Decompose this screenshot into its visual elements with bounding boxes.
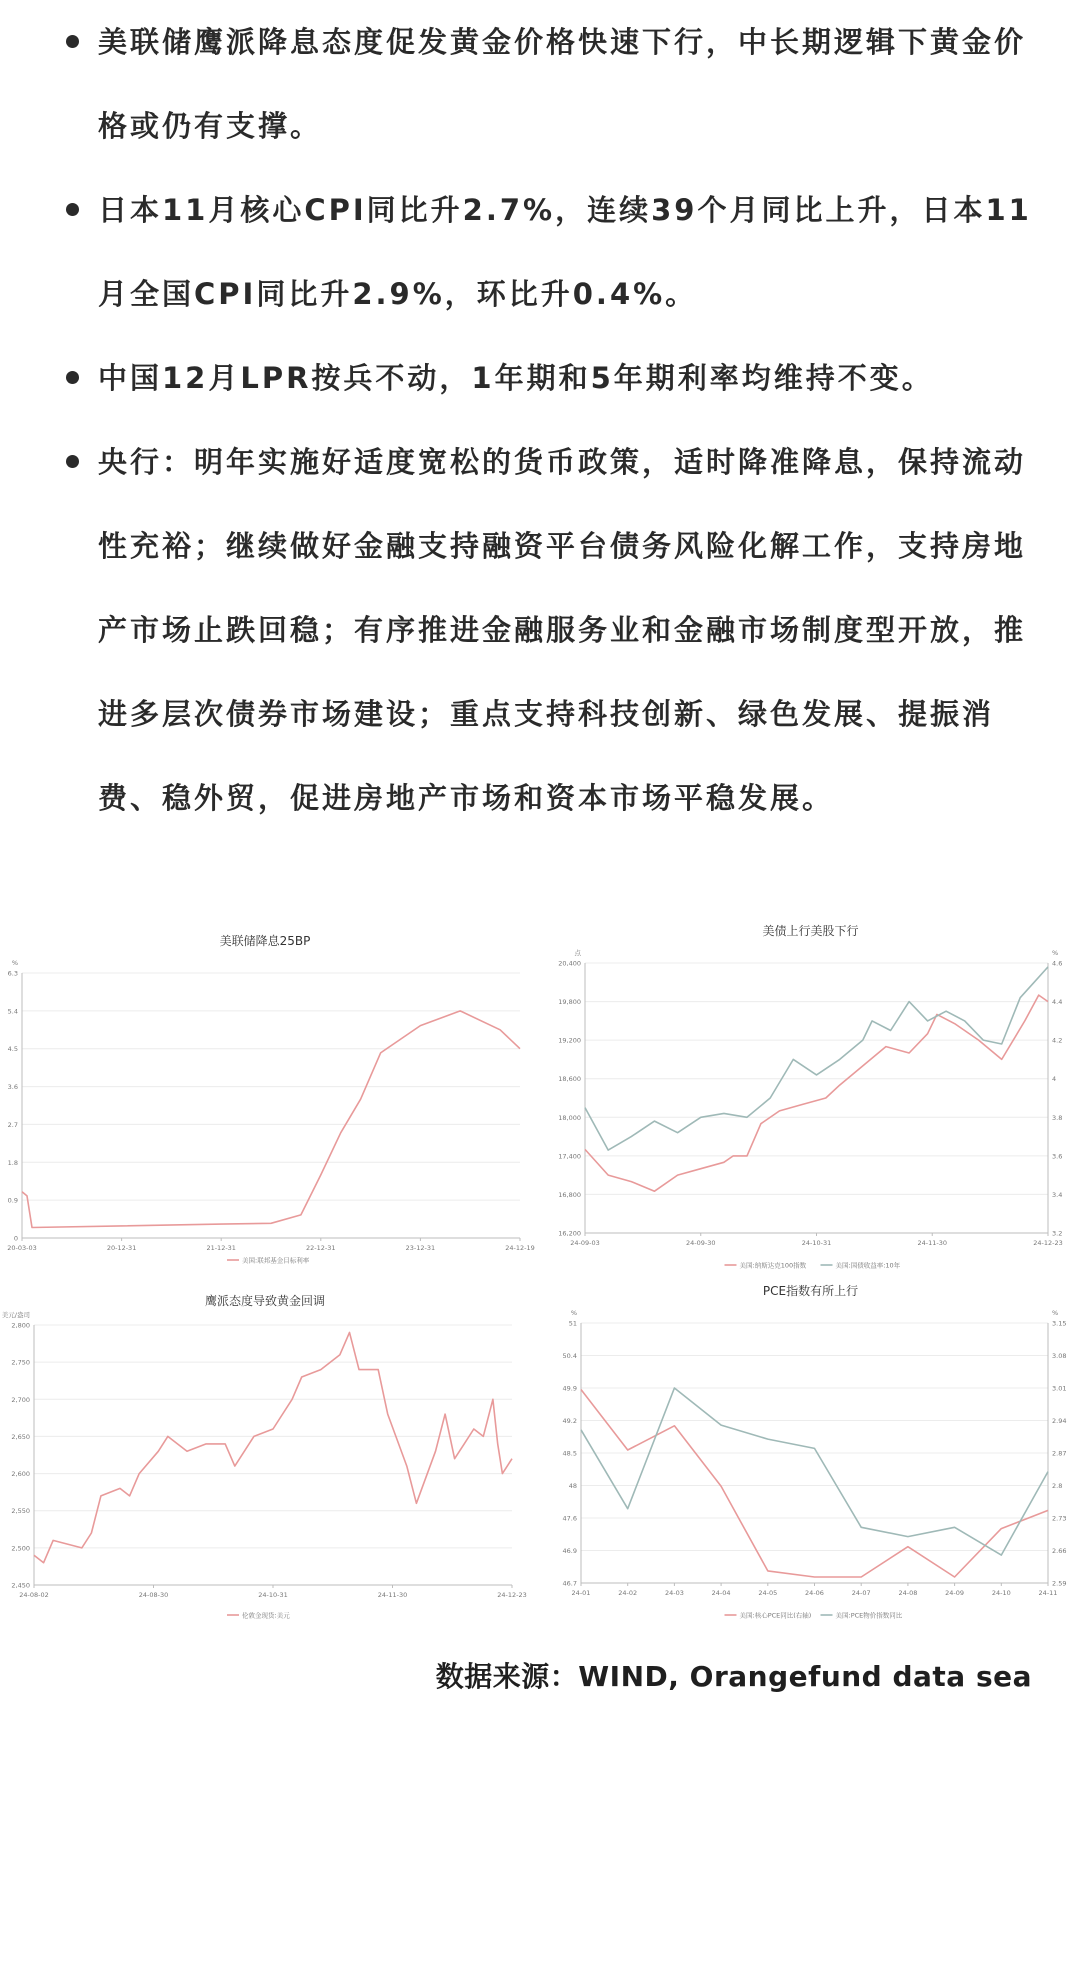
y-tick-label: 2,800 — [11, 1321, 30, 1330]
y-tick-label: 47.6 — [562, 1514, 577, 1523]
chart-title: 美联储降息25BP — [219, 934, 311, 948]
legend-label: 美国:联邦基金目标利率 — [242, 1256, 310, 1265]
x-tick-label: 21-12-31 — [206, 1244, 236, 1252]
chart-svg — [543, 1275, 1078, 1625]
chart-treasury-nasdaq — [543, 915, 1078, 1275]
y-right-tick-label: 2.59 — [1052, 1579, 1067, 1588]
y-right-tick-label: 3.15 — [1052, 1319, 1067, 1328]
x-tick-label: 24-05 — [758, 1589, 778, 1597]
x-tick-label: 24-09-03 — [570, 1239, 600, 1247]
y-axis-unit: 点 — [574, 949, 581, 957]
x-tick-label: 24-10-31 — [258, 1591, 288, 1599]
y-right-tick-label: 2.94 — [1052, 1417, 1067, 1425]
x-tick-label: 24-01 — [571, 1589, 591, 1597]
x-tick-label: 24-08-30 — [138, 1591, 169, 1599]
x-tick-label: 24-11-30 — [377, 1591, 408, 1599]
y-tick-label: 2,600 — [11, 1470, 30, 1479]
y-tick-label: 2,550 — [11, 1507, 30, 1516]
chart-fed-rate — [0, 925, 535, 1270]
y-tick-label: 20,400 — [558, 959, 581, 968]
y-tick-label: 16,800 — [558, 1190, 581, 1199]
bullet-item-japan-cpi — [60, 168, 1050, 336]
x-tick-label: 20-12-31 — [106, 1244, 137, 1252]
y-tick-label: 51 — [568, 1319, 577, 1328]
y-right-tick-label: 4.4 — [1052, 998, 1063, 1007]
y-tick-label: 2,750 — [11, 1358, 30, 1367]
y-tick-label: 48.5 — [562, 1449, 577, 1458]
y-right-tick-label: 3.08 — [1052, 1352, 1067, 1360]
chart-title: 鹰派态度导致黄金回调 — [204, 1294, 326, 1308]
data-source-note: 数据来源：WIND, Orangefund data sea — [435, 1660, 1032, 1693]
y-right-tick-label: 3.8 — [1052, 1113, 1063, 1122]
y-right-tick-label: 2.87 — [1052, 1449, 1067, 1458]
y-right-tick-label: 2.8 — [1052, 1482, 1063, 1490]
x-tick-label: 24-12-19 — [505, 1244, 535, 1252]
x-tick-label: 24-10 — [991, 1589, 1011, 1597]
bullet-dot — [66, 203, 79, 216]
x-tick-label: 24-02 — [618, 1589, 638, 1597]
chart-svg — [0, 925, 535, 1270]
y-tick-label: 4.5 — [7, 1045, 18, 1054]
y-tick-label: 46.7 — [562, 1579, 577, 1588]
x-tick-label: 20-03-03 — [7, 1244, 37, 1252]
chart-title: PCE指数有所上行 — [762, 1284, 859, 1298]
series-line-2 — [581, 1388, 1048, 1555]
y-tick-label: 49.2 — [562, 1417, 577, 1425]
x-tick-label: 24-11-30 — [917, 1239, 948, 1247]
legend-label: 伦敦金现货:美元 — [242, 1611, 290, 1620]
x-tick-label: 22-12-31 — [306, 1244, 336, 1252]
x-tick-label: 23-12-31 — [405, 1244, 436, 1252]
bullet-text: 日本11月核心CPI同比升2.7%，连续39个月同比上升，日本11月全国CPI同比升2.9%，环比升0.4%。 — [98, 193, 1032, 311]
y-right-axis-unit: % — [1052, 949, 1059, 957]
x-tick-label: 24-07 — [851, 1589, 871, 1597]
series-line-1 — [34, 1332, 512, 1562]
bullet-text: 美联储鹰派降息态度促发黄金价格快速下行，中长期逻辑下黄金价格或仍有支撑。 — [98, 25, 1027, 143]
y-tick-label: 16,200 — [558, 1229, 581, 1238]
y-tick-label: 49.9 — [562, 1384, 577, 1393]
chart-svg — [543, 915, 1078, 1275]
bullet-dot — [66, 35, 79, 48]
bullet-dot — [66, 371, 79, 384]
legend-label: 美国:核心PCE同比(右轴) — [739, 1611, 812, 1620]
y-tick-label: 3.6 — [7, 1083, 18, 1092]
y-tick-label: 46.9 — [562, 1547, 577, 1555]
series-line-1 — [581, 1390, 1048, 1578]
bullet-item-lpr — [60, 336, 1050, 420]
x-tick-label: 24-03 — [664, 1589, 684, 1597]
y-tick-label: 2,650 — [11, 1432, 30, 1441]
bullet-text: 央行：明年实施好适度宽松的货币政策，适时降准降息，保持流动性充裕；继续做好金融支持融资平台债务风险化解工作，支持房地产市场止跌回稳；有序推进金融服务业和金融市场制度型开放，推进多层次债券市场建设；重点支持科技创新、绿色发展、提振消费、稳外贸，促进房地产市场和资本市场平稳发展。 — [98, 445, 1027, 815]
y-right-tick-label: 4.2 — [1052, 1036, 1063, 1045]
y-tick-label: 2,700 — [11, 1395, 30, 1404]
y-axis-unit: % — [570, 1309, 577, 1317]
y-tick-label: 2.7 — [7, 1120, 18, 1129]
chart-title: 美债上行美股下行 — [762, 924, 859, 938]
y-tick-label: 48 — [568, 1482, 577, 1490]
y-tick-label: 2,450 — [11, 1581, 30, 1590]
chart-pce-index — [543, 1275, 1078, 1625]
series-line-2 — [585, 967, 1048, 1150]
y-tick-label: 0 — [13, 1234, 18, 1243]
x-tick-label: 24-04 — [711, 1589, 731, 1597]
y-tick-label: 2,500 — [11, 1544, 30, 1553]
x-tick-label: 24-09-30 — [685, 1239, 716, 1247]
y-tick-label: 0.9 — [7, 1196, 18, 1205]
bullet-list — [60, 0, 1050, 840]
x-tick-label: 24-09 — [945, 1589, 965, 1597]
legend-label: 美国:纳斯达克100指数 — [739, 1261, 807, 1270]
y-axis-unit: 美元/盎司 — [1, 1311, 30, 1319]
legend-label: 美国:国债收益率:10年 — [835, 1261, 901, 1270]
y-axis-unit: % — [11, 959, 18, 967]
bullet-text: 中国12月LPR按兵不动，1年期和5年期利率均维持不变。 — [98, 361, 934, 395]
y-right-tick-label: 4 — [1052, 1075, 1057, 1084]
y-tick-label: 17,400 — [558, 1152, 581, 1161]
chart-gold-price — [0, 1285, 530, 1625]
y-tick-label: 19,200 — [558, 1036, 581, 1045]
y-tick-label: 6.3 — [7, 969, 18, 978]
x-tick-label: 24-12-23 — [1033, 1239, 1063, 1247]
x-tick-label: 24-10-31 — [801, 1239, 832, 1247]
y-right-tick-label: 4.6 — [1052, 959, 1063, 968]
y-right-tick-label: 2.73 — [1052, 1514, 1067, 1523]
chart-svg — [0, 1285, 530, 1625]
x-tick-label: 24-08-02 — [19, 1591, 49, 1599]
y-right-tick-label: 2.66 — [1052, 1547, 1067, 1555]
y-right-tick-label: 3.01 — [1052, 1384, 1067, 1393]
series-line-1 — [585, 995, 1048, 1191]
x-tick-label: 24-11 — [1038, 1589, 1058, 1597]
y-tick-label: 18,600 — [558, 1075, 581, 1084]
y-right-axis-unit: % — [1052, 1309, 1059, 1317]
y-tick-label: 5.4 — [7, 1007, 18, 1016]
y-tick-label: 50.4 — [562, 1352, 577, 1360]
y-right-tick-label: 3.6 — [1052, 1152, 1063, 1161]
y-tick-label: 19,800 — [558, 998, 581, 1007]
y-tick-label: 1.8 — [7, 1158, 18, 1167]
y-right-tick-label: 3.4 — [1052, 1190, 1063, 1199]
bullet-dot — [66, 455, 79, 468]
series-line-1 — [22, 1011, 520, 1228]
x-tick-label: 24-06 — [805, 1589, 824, 1597]
x-tick-label: 24-08 — [898, 1589, 918, 1597]
legend-label: 美国:PCE物价指数同比 — [835, 1611, 903, 1620]
y-right-tick-label: 3.2 — [1052, 1229, 1063, 1238]
bullet-item-gold — [60, 0, 1050, 168]
bullet-item-pboc — [60, 420, 1050, 840]
y-tick-label: 18,000 — [558, 1113, 581, 1122]
x-tick-label: 24-12-23 — [497, 1591, 527, 1599]
